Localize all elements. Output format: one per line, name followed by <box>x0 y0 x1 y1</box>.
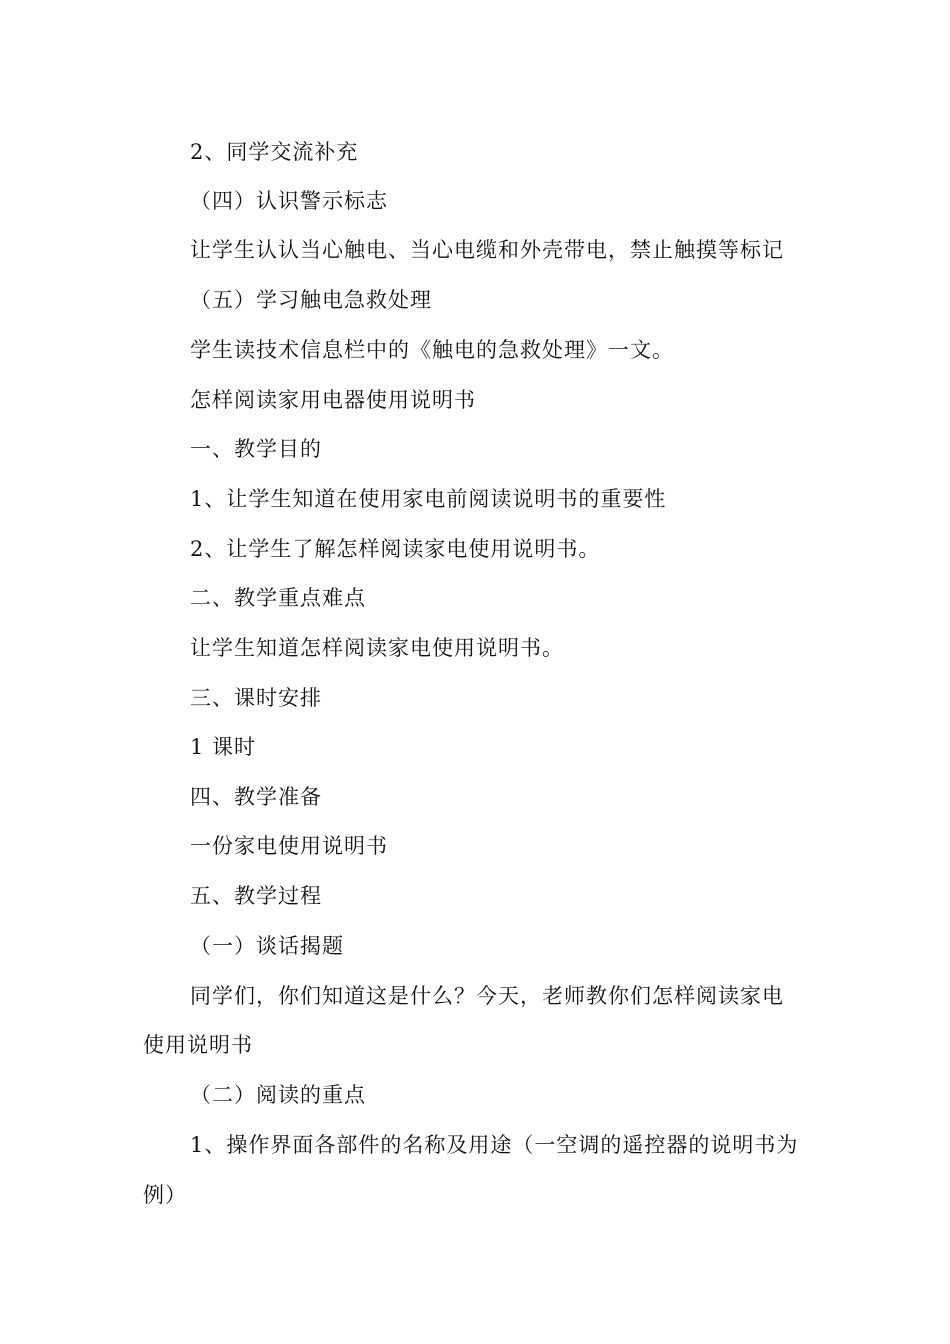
text-line: 让学生知道怎样阅读家电使用说明书。 <box>190 636 564 660</box>
text-line: 例） <box>143 1183 187 1207</box>
section-heading: 三、课时安排 <box>190 686 322 710</box>
section-heading: 二、教学重点难点 <box>190 586 366 610</box>
text-line: 1、操作界面各部件的名称及用途（一空调的遥控器的说明书为 <box>190 1133 799 1157</box>
section-heading: 五、教学过程 <box>190 884 322 908</box>
text-line: 2、让学生了解怎样阅读家电使用说明书。 <box>190 537 601 561</box>
section-heading: （二）阅读的重点 <box>190 1083 366 1107</box>
text-line: 使用说明书 <box>143 1033 253 1057</box>
text-line: 2、同学交流补充 <box>190 140 359 164</box>
section-heading: （一）谈话揭题 <box>190 934 344 958</box>
section-heading: 一、教学目的 <box>190 437 322 461</box>
section-heading: （五）学习触电急救处理 <box>190 288 432 312</box>
text-line: 学生读技术信息栏中的《触电的急救处理》一文。 <box>190 338 674 362</box>
text-line: 1 课时 <box>190 735 257 759</box>
text-line: 1、让学生知道在使用家电前阅读说明书的重要性 <box>190 487 667 511</box>
section-heading: （四）认识警示标志 <box>190 189 388 213</box>
text-line: 一份家电使用说明书 <box>190 834 388 858</box>
section-heading: 四、教学准备 <box>190 785 322 809</box>
document-title: 怎样阅读家用电器使用说明书 <box>190 388 476 412</box>
text-line: 让学生认认当心触电、当心电缆和外壳带电，禁止触摸等标记 <box>190 238 784 262</box>
text-line: 同学们，你们知道这是什么？今天，老师教你们怎样阅读家电 <box>190 984 784 1008</box>
